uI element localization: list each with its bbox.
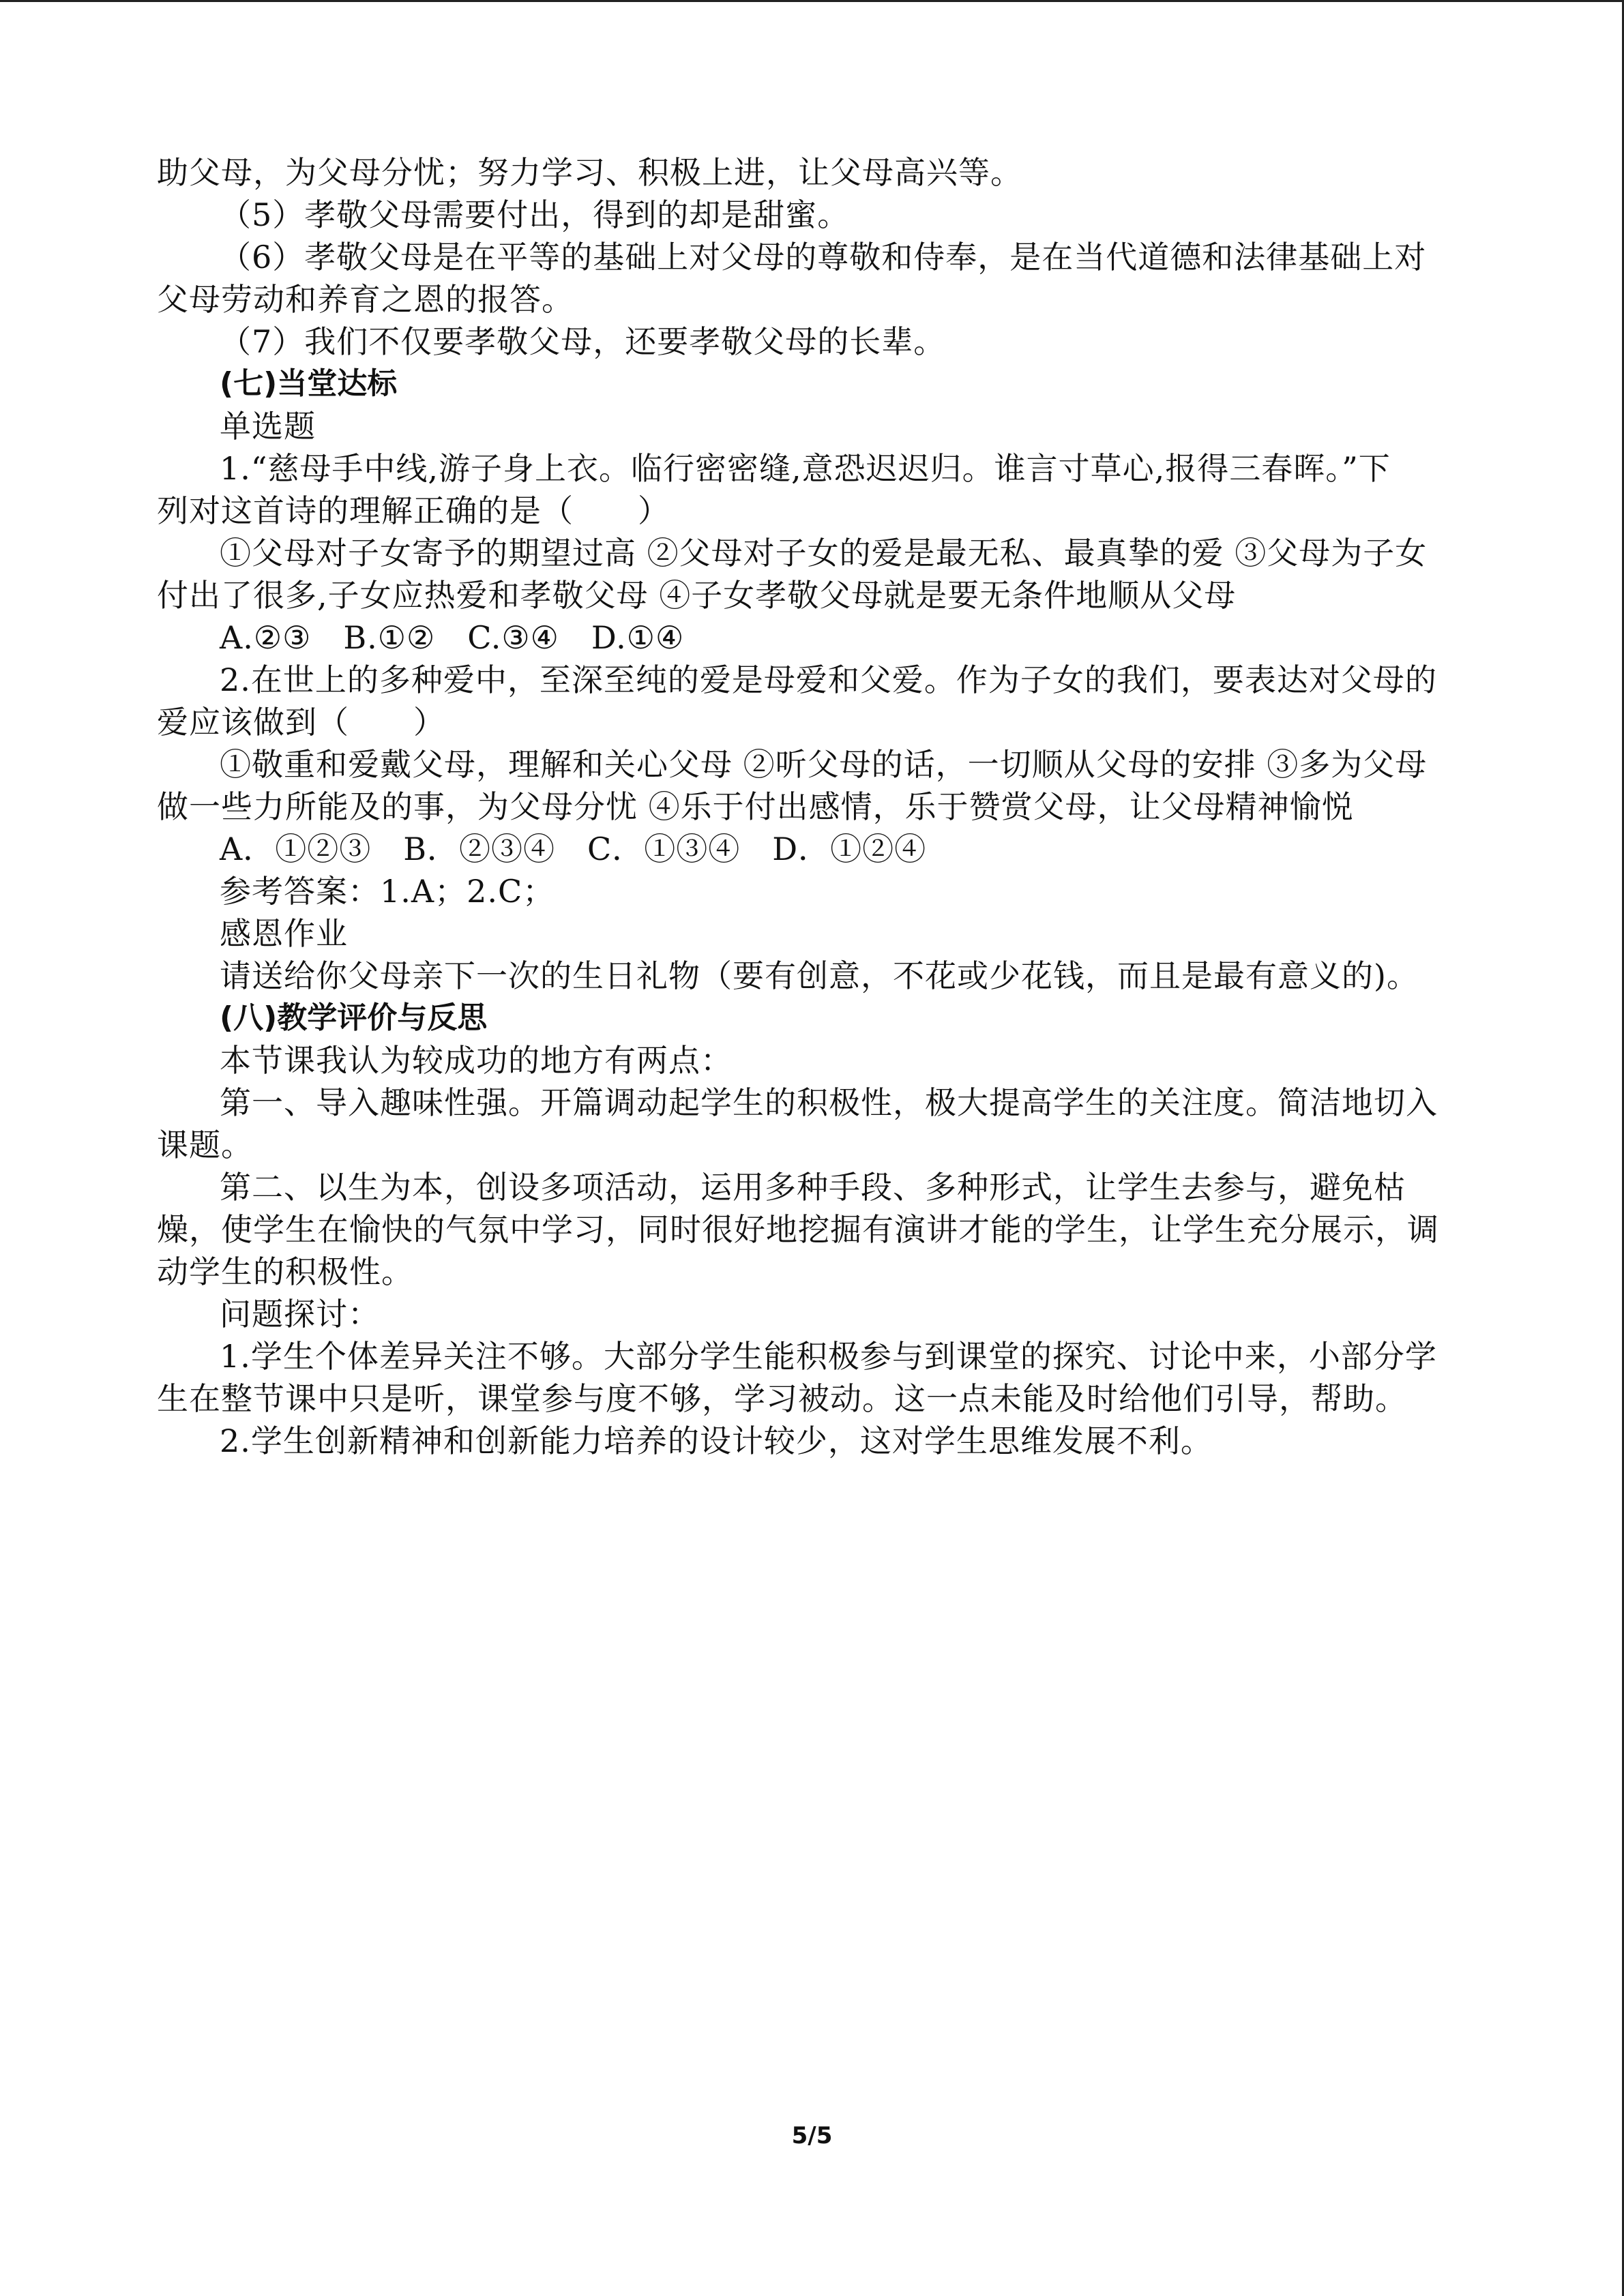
paragraph <box>157 405 1473 447</box>
text-line: 2.学生创新精神和创新能力培养的设计较少，这对学生思维发展不利。 <box>220 1422 1213 1459</box>
text-line: （7）我们不仅要孝敬父母，还要孝敬父母的长辈。 <box>220 323 946 360</box>
paragraph <box>157 1335 1473 1420</box>
paragraph <box>157 1420 1473 1462</box>
paragraph <box>157 912 1473 955</box>
text-line: （5）孝敬父母需要付出，得到的却是甜蜜。 <box>220 196 850 233</box>
text-line: 本节课我认为较成功的地方有两点： <box>220 1042 733 1079</box>
text-line: 单选题 <box>220 408 316 445</box>
paragraph <box>157 320 1473 363</box>
text-line: 列对这首诗的理解正确的是（ ） <box>157 492 670 529</box>
text-line: 课题。 <box>157 1127 253 1163</box>
text-line: ①敬重和爱戴父母，理解和关心父母 ②听父母的话，一切顺从父母的安排 ③多为父母 <box>220 746 1428 783</box>
paragraph <box>157 1293 1473 1335</box>
text-line: 感恩作业 <box>220 915 348 952</box>
paragraph <box>157 743 1473 828</box>
text-line: A.②③ B.①② C.③④ D.①④ <box>220 619 685 656</box>
text-line: 生在整节课中只是听，课堂参与度不够，学习被动。这一点未能及时给他们引导，帮助。 <box>157 1380 1407 1417</box>
paragraph <box>157 194 1473 236</box>
text-line: 动学生的积极性。 <box>157 1253 413 1290</box>
paragraph <box>157 955 1473 997</box>
paragraph <box>157 1166 1473 1293</box>
paragraph <box>157 236 1473 320</box>
text-line: 父母劳动和养育之恩的报答。 <box>157 281 574 318</box>
section-heading <box>157 363 1473 405</box>
paragraph <box>157 1039 1473 1082</box>
text-line: 2.在世上的多种爱中，至深至纯的爱是母爱和父爱。作为子女的我们，要表达对父母的 <box>220 661 1437 698</box>
text-line: 付出了很多,子女应热爱和孝敬父母 ④子女孝敬父母就是要无条件地顺从父母 <box>157 577 1237 614</box>
text-line: 助父母，为父母分忧；努力学习、积极上进，让父母高兴等。 <box>157 154 1022 191</box>
text-line: 第二、以生为本，创设多项活动，运用多种手段、多种形式，让学生去参与，避免枯 <box>220 1169 1406 1206</box>
paragraph <box>157 532 1473 616</box>
text-line: 问题探讨： <box>220 1296 380 1332</box>
page-border-top <box>0 0 1624 2</box>
document-body <box>157 151 1473 1462</box>
text-line: ①父母对子女寄予的期望过高 ②父母对子女的爱是最无私、最真挚的爱 ③父母为子女 <box>220 535 1428 571</box>
section-heading <box>157 997 1473 1039</box>
paragraph <box>157 151 1473 194</box>
text-line: 做一些力所能及的事，为父母分忧 ④乐于付出感情，乐于赞赏父母，让父母精神愉悦 <box>157 788 1354 825</box>
text-line: 参考答案：1.A；2.C； <box>220 873 555 910</box>
heading-text: (八)教学评价与反思 <box>220 1000 488 1035</box>
heading-text: (七)当堂达标 <box>220 366 398 401</box>
text-line: （6）孝敬父母是在平等的基础上对父母的尊敬和侍奉，是在当代道德和法律基础上对 <box>220 239 1427 275</box>
paragraph <box>157 828 1473 870</box>
paragraph <box>157 1082 1473 1166</box>
text-line: 1.“慈母手中线,游子身上衣。临行密密缝,意恐迟迟归。谁言寸草心,报得三春晖。”下 <box>220 450 1391 487</box>
text-line: 第一、导入趣味性强。开篇调动起学生的积极性，极大提高学生的关注度。简洁地切入 <box>220 1084 1438 1121</box>
text-line: 爱应该做到（ ） <box>157 704 445 741</box>
text-line: 1.学生个体差异关注不够。大部分学生能积极参与到课堂的探究、讨论中来，小部分学 <box>220 1338 1437 1375</box>
text-line: A．①②③ B．②③④ C．①③④ D．①②④ <box>220 831 927 867</box>
paragraph <box>157 659 1473 743</box>
text-line: 燥，使学生在愉快的气氛中学习，同时很好地挖掘有演讲才能的学生，让学生充分展示，调 <box>157 1211 1439 1248</box>
text-line: 请送给你父母亲下一次的生日礼物（要有创意，不花或少花钱，而且是最有意义的)。 <box>220 957 1419 994</box>
paragraph <box>157 447 1473 532</box>
page-number: 5/5 <box>791 2122 833 2149</box>
paragraph <box>157 870 1473 912</box>
paragraph <box>157 616 1473 659</box>
